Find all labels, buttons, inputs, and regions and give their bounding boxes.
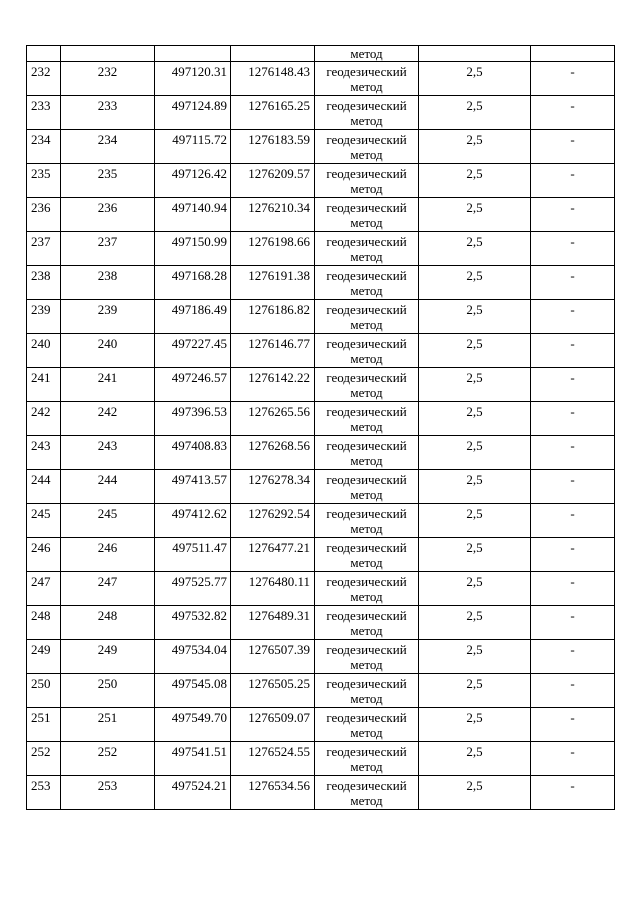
method-line1: геодезический <box>326 710 407 725</box>
cell-number: 245 <box>27 504 61 538</box>
method-line1: геодезический <box>326 336 407 351</box>
cell-method <box>315 436 419 470</box>
cell-method <box>315 198 419 232</box>
cell-note: - <box>531 606 615 640</box>
cell-y: 1276505.25 <box>231 674 315 708</box>
table-row <box>27 266 615 300</box>
method-line1: геодезический <box>326 64 407 79</box>
cell-x: 497545.08 <box>155 674 231 708</box>
cell-empty <box>531 46 615 62</box>
cell-accuracy: 2,5 <box>419 266 531 300</box>
cell-x: 497396.53 <box>155 402 231 436</box>
cell-note: - <box>531 232 615 266</box>
table-body <box>27 46 615 810</box>
cell-point: 245 <box>61 504 155 538</box>
table-row <box>27 436 615 470</box>
cell-x: 497408.83 <box>155 436 231 470</box>
table-row <box>27 96 615 130</box>
cell-y: 1276534.56 <box>231 776 315 810</box>
method-line1: геодезический <box>326 438 407 453</box>
cell-point: 252 <box>61 742 155 776</box>
cell-y: 1276292.54 <box>231 504 315 538</box>
cell-x: 497549.70 <box>155 708 231 742</box>
cell-point: 249 <box>61 640 155 674</box>
cell-number: 248 <box>27 606 61 640</box>
cell-accuracy: 2,5 <box>419 504 531 538</box>
cell-method <box>315 742 419 776</box>
cell-y: 1276165.25 <box>231 96 315 130</box>
cell-accuracy: 2,5 <box>419 232 531 266</box>
cell-method <box>315 504 419 538</box>
cell-point: 235 <box>61 164 155 198</box>
cell-accuracy: 2,5 <box>419 368 531 402</box>
cell-note: - <box>531 164 615 198</box>
cell-x: 497168.28 <box>155 266 231 300</box>
cell-y: 1276278.34 <box>231 470 315 504</box>
cell-accuracy: 2,5 <box>419 334 531 368</box>
cell-accuracy: 2,5 <box>419 436 531 470</box>
cell-accuracy: 2,5 <box>419 164 531 198</box>
cell-x: 497246.57 <box>155 368 231 402</box>
cell-note: - <box>531 470 615 504</box>
table-row <box>27 742 615 776</box>
cell-method <box>315 776 419 810</box>
cell-x: 497227.45 <box>155 334 231 368</box>
cell-point: 247 <box>61 572 155 606</box>
cell-note: - <box>531 640 615 674</box>
cell-method <box>315 572 419 606</box>
table-row <box>27 572 615 606</box>
cell-note: - <box>531 300 615 334</box>
cell-method <box>315 130 419 164</box>
cell-number: 235 <box>27 164 61 198</box>
cell-y: 1276265.56 <box>231 402 315 436</box>
cell-y: 1276198.66 <box>231 232 315 266</box>
cell-accuracy: 2,5 <box>419 674 531 708</box>
cell-point: 237 <box>61 232 155 266</box>
method-line1: геодезический <box>326 98 407 113</box>
table-row <box>27 470 615 504</box>
cell-point: 233 <box>61 96 155 130</box>
cell-note: - <box>531 572 615 606</box>
cell-number: 242 <box>27 402 61 436</box>
table-row <box>27 504 615 538</box>
cell-accuracy: 2,5 <box>419 572 531 606</box>
method-line1: геодезический <box>326 608 407 623</box>
cell-accuracy: 2,5 <box>419 62 531 96</box>
method-line2: метод <box>350 623 383 638</box>
cell-y: 1276489.31 <box>231 606 315 640</box>
cell-x: 497126.42 <box>155 164 231 198</box>
cell-y: 1276191.38 <box>231 266 315 300</box>
cell-note: - <box>531 130 615 164</box>
method-line2: метод <box>350 453 383 468</box>
cell-note: - <box>531 96 615 130</box>
table-row <box>27 708 615 742</box>
cell-note: - <box>531 742 615 776</box>
cell-note: - <box>531 62 615 96</box>
cell-point: 232 <box>61 62 155 96</box>
cell-x: 497541.51 <box>155 742 231 776</box>
cell-accuracy: 2,5 <box>419 130 531 164</box>
cell-method <box>315 334 419 368</box>
cell-point: 253 <box>61 776 155 810</box>
cell-point: 239 <box>61 300 155 334</box>
cell-number: 238 <box>27 266 61 300</box>
coordinates-table <box>26 45 615 810</box>
cell-note: - <box>531 334 615 368</box>
cell-accuracy: 2,5 <box>419 776 531 810</box>
cell-method <box>315 266 419 300</box>
method-line1: геодезический <box>326 404 407 419</box>
cell-number: 236 <box>27 198 61 232</box>
cell-x: 497524.21 <box>155 776 231 810</box>
cell-number: 234 <box>27 130 61 164</box>
cell-number: 239 <box>27 300 61 334</box>
cell-point: 241 <box>61 368 155 402</box>
method-line2: метод <box>350 589 383 604</box>
method-line2: метод <box>350 249 383 264</box>
cell-point: 243 <box>61 436 155 470</box>
cell-note: - <box>531 708 615 742</box>
cell-x: 497124.89 <box>155 96 231 130</box>
cell-y: 1276507.39 <box>231 640 315 674</box>
cell-y: 1276477.21 <box>231 538 315 572</box>
cell-accuracy: 2,5 <box>419 96 531 130</box>
table-row <box>27 164 615 198</box>
cell-number: 251 <box>27 708 61 742</box>
cell-number: 250 <box>27 674 61 708</box>
cell-method <box>315 402 419 436</box>
method-line2: метод <box>350 215 383 230</box>
cell-y: 1276480.11 <box>231 572 315 606</box>
method-line1: геодезический <box>326 302 407 317</box>
table-row <box>27 300 615 334</box>
method-line1: геодезический <box>326 268 407 283</box>
cell-method-continuation: метод <box>315 46 419 62</box>
cell-empty <box>419 46 531 62</box>
cell-y: 1276268.56 <box>231 436 315 470</box>
cell-accuracy: 2,5 <box>419 708 531 742</box>
cell-accuracy: 2,5 <box>419 300 531 334</box>
cell-method <box>315 674 419 708</box>
method-line2: метод <box>350 759 383 774</box>
cell-method <box>315 538 419 572</box>
cell-note: - <box>531 198 615 232</box>
cell-accuracy: 2,5 <box>419 470 531 504</box>
cell-number: 246 <box>27 538 61 572</box>
method-line2: метод <box>350 691 383 706</box>
cell-empty <box>155 46 231 62</box>
cell-y: 1276509.07 <box>231 708 315 742</box>
cell-point: 250 <box>61 674 155 708</box>
cell-number: 249 <box>27 640 61 674</box>
cell-number: 243 <box>27 436 61 470</box>
method-line2: метод <box>350 113 383 128</box>
cell-number: 232 <box>27 62 61 96</box>
table-row <box>27 130 615 164</box>
table-row <box>27 334 615 368</box>
method-line2: метод <box>350 725 383 740</box>
cell-x: 497150.99 <box>155 232 231 266</box>
cell-accuracy: 2,5 <box>419 538 531 572</box>
method-line1: геодезический <box>326 574 407 589</box>
method-line2: метод <box>350 79 383 94</box>
cell-note: - <box>531 402 615 436</box>
cell-accuracy: 2,5 <box>419 198 531 232</box>
cell-number: 244 <box>27 470 61 504</box>
table-row <box>27 538 615 572</box>
continuation-row <box>27 46 615 62</box>
cell-accuracy: 2,5 <box>419 640 531 674</box>
cell-note: - <box>531 266 615 300</box>
table-row <box>27 402 615 436</box>
cell-method <box>315 708 419 742</box>
method-line1: геодезический <box>326 132 407 147</box>
method-line1: геодезический <box>326 744 407 759</box>
method-line2: метод <box>350 147 383 162</box>
table-row <box>27 640 615 674</box>
method-line1: геодезический <box>326 234 407 249</box>
method-line1: геодезический <box>326 166 407 181</box>
cell-x: 497412.62 <box>155 504 231 538</box>
method-line1: геодезический <box>326 200 407 215</box>
method-line2: метод <box>350 793 383 808</box>
cell-y: 1276142.22 <box>231 368 315 402</box>
cell-note: - <box>531 674 615 708</box>
cell-method <box>315 368 419 402</box>
cell-note: - <box>531 436 615 470</box>
cell-number: 253 <box>27 776 61 810</box>
method-line1: геодезический <box>326 506 407 521</box>
cell-x: 497115.72 <box>155 130 231 164</box>
cell-y: 1276148.43 <box>231 62 315 96</box>
method-line1: геодезический <box>326 778 407 793</box>
cell-method <box>315 164 419 198</box>
cell-y: 1276183.59 <box>231 130 315 164</box>
cell-note: - <box>531 504 615 538</box>
cell-accuracy: 2,5 <box>419 402 531 436</box>
method-line1: геодезический <box>326 540 407 555</box>
cell-note: - <box>531 368 615 402</box>
cell-note: - <box>531 538 615 572</box>
method-line2: метод <box>350 283 383 298</box>
cell-point: 236 <box>61 198 155 232</box>
cell-x: 497186.49 <box>155 300 231 334</box>
cell-number: 237 <box>27 232 61 266</box>
cell-y: 1276146.77 <box>231 334 315 368</box>
table-row <box>27 232 615 266</box>
table-row <box>27 606 615 640</box>
cell-point: 248 <box>61 606 155 640</box>
cell-accuracy: 2,5 <box>419 742 531 776</box>
method-line2: метод <box>350 317 383 332</box>
method-line1: геодезический <box>326 676 407 691</box>
cell-empty <box>27 46 61 62</box>
method-line1: геодезический <box>326 370 407 385</box>
cell-point: 234 <box>61 130 155 164</box>
table-row <box>27 776 615 810</box>
cell-x: 497525.77 <box>155 572 231 606</box>
cell-x: 497413.57 <box>155 470 231 504</box>
cell-method <box>315 232 419 266</box>
cell-x: 497140.94 <box>155 198 231 232</box>
cell-x: 497120.31 <box>155 62 231 96</box>
cell-y: 1276209.57 <box>231 164 315 198</box>
cell-x: 497532.82 <box>155 606 231 640</box>
cell-x: 497534.04 <box>155 640 231 674</box>
method-line2: метод <box>350 181 383 196</box>
method-line2: метод <box>350 419 383 434</box>
cell-number: 241 <box>27 368 61 402</box>
table-row <box>27 198 615 232</box>
cell-point: 240 <box>61 334 155 368</box>
cell-point: 251 <box>61 708 155 742</box>
method-line2: метод <box>350 555 383 570</box>
cell-number: 252 <box>27 742 61 776</box>
method-line2: метод <box>350 521 383 536</box>
cell-point: 244 <box>61 470 155 504</box>
cell-number: 247 <box>27 572 61 606</box>
method-line2: метод <box>350 385 383 400</box>
cell-number: 240 <box>27 334 61 368</box>
cell-method <box>315 300 419 334</box>
cell-method <box>315 96 419 130</box>
cell-empty <box>231 46 315 62</box>
method-line2: метод <box>350 487 383 502</box>
cell-y: 1276210.34 <box>231 198 315 232</box>
method-line1: геодезический <box>326 642 407 657</box>
method-line2: метод <box>350 657 383 672</box>
cell-empty <box>61 46 155 62</box>
cell-method <box>315 606 419 640</box>
cell-method <box>315 470 419 504</box>
table-row <box>27 674 615 708</box>
cell-number: 233 <box>27 96 61 130</box>
table-row <box>27 368 615 402</box>
cell-x: 497511.47 <box>155 538 231 572</box>
cell-y: 1276186.82 <box>231 300 315 334</box>
table-row <box>27 62 615 96</box>
cell-note: - <box>531 776 615 810</box>
cell-method <box>315 62 419 96</box>
cell-point: 238 <box>61 266 155 300</box>
cell-method <box>315 640 419 674</box>
cell-point: 242 <box>61 402 155 436</box>
cell-y: 1276524.55 <box>231 742 315 776</box>
method-line1: геодезический <box>326 472 407 487</box>
cell-accuracy: 2,5 <box>419 606 531 640</box>
cell-point: 246 <box>61 538 155 572</box>
method-line2: метод <box>350 351 383 366</box>
